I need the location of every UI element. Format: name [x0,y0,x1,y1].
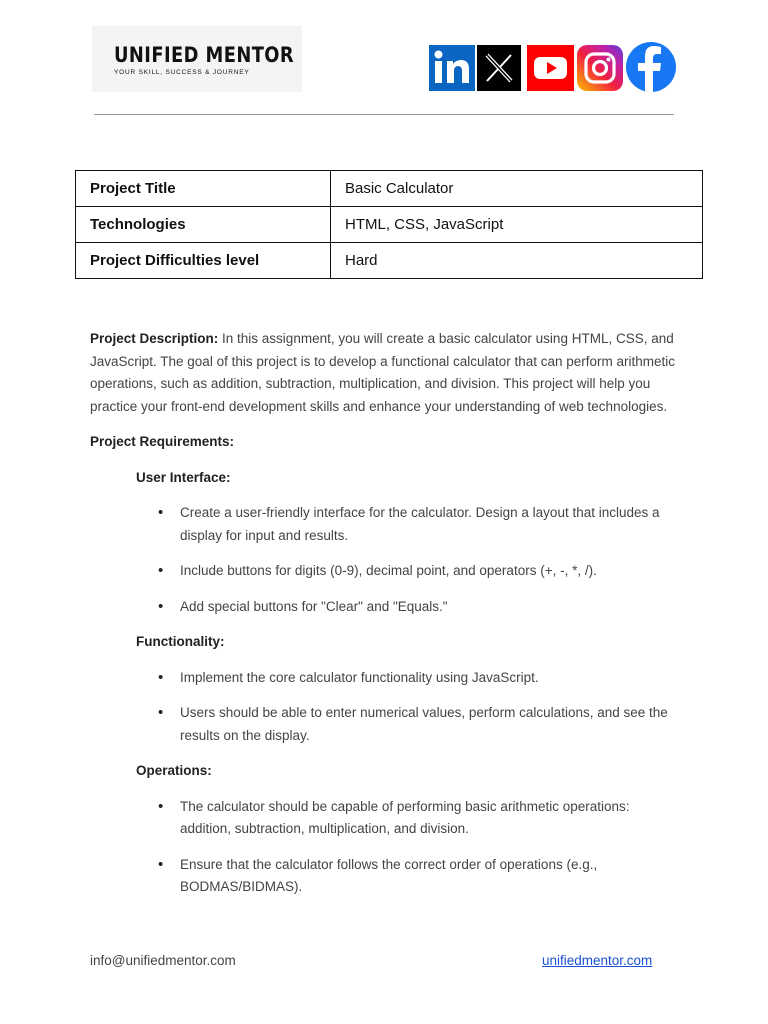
list-item: • Add special buttons for "Clear" and "Equals." [90,596,680,619]
document-body [90,328,680,912]
description-label: Project Description: [90,331,219,346]
project-info-table [75,170,703,279]
instagram-icon[interactable] [577,45,623,91]
project-title-value: Basic Calculator [331,171,703,207]
list-item: • Ensure that the calculator follows the correct order of operations (e.g., BODMAS/BIDMAS). [90,854,680,899]
section-heading-user-interface: User Interface: [136,469,231,485]
difficulty-value: Hard [331,243,703,279]
youtube-icon[interactable] [527,45,574,91]
project-title-label: Project Title [76,171,331,207]
list-item: • Users should be able to enter numerical values, perform calculations, and see the results on the display. [90,702,680,747]
project-description [90,328,680,418]
list-item: • Implement the core calculator functionality using JavaScript. [90,667,680,690]
footer-website-link[interactable]: unifiedmentor.com [542,953,653,968]
section-heading-operations: Operations: [136,763,212,778]
operations-list [90,796,680,899]
requirements-heading: Project Requirements: [90,434,235,449]
functionality-list [90,667,680,748]
description-text: In this assignment, you will create a basic calculator using HTML, CSS, and JavaScript. The goal of this project is to develop a functional calculator that can perform arithmetic operations, such as addition, subtraction, multiplication, and division. This project will help you practice your front-end development skills and enhance your understanding of web technologies. [90,331,676,414]
technologies-value: HTML, CSS, JavaScript [331,207,703,243]
linkedin-icon[interactable] [429,45,475,91]
facebook-icon[interactable] [626,42,676,92]
logo-name: UNIFIED MENTOR [114,42,295,67]
table-row [76,207,703,243]
list-item: • The calculator should be capable of performing basic arithmetic operations: addition, subtraction, multiplication, and division. [90,796,680,841]
list-item: • Create a user-friendly interface for the calculator. Design a layout that includes a display for input and results. [90,502,680,547]
section-heading-functionality: Functionality: [136,634,225,649]
user-interface-list [90,502,680,618]
x-icon[interactable] [477,45,521,91]
table-row [76,243,703,279]
table-row [76,171,703,207]
company-logo [92,26,302,92]
header-divider [94,114,674,115]
logo-tagline: YOUR SKILL, SUCCESS & JOURNEY [114,68,250,76]
footer-email[interactable]: info@unifiedmentor.com [90,953,236,968]
difficulty-label: Project Difficulties level [76,243,331,279]
list-item: • Include buttons for digits (0-9), decimal point, and operators (+, -, *, /). [90,560,680,583]
technologies-label: Technologies [76,207,331,243]
